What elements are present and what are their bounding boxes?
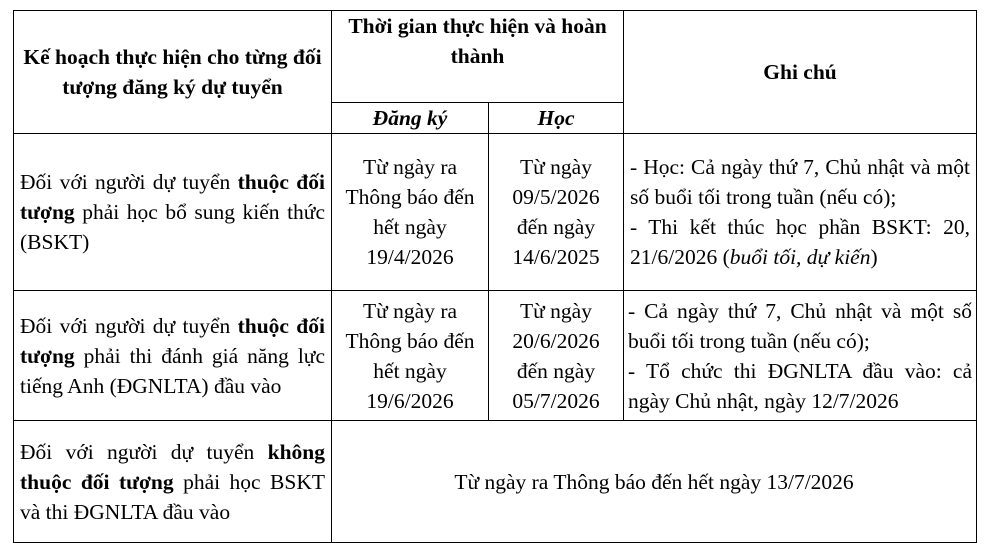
header-plan: Kế hoạch thực hiện cho từng đối tượng đăng ký dự tuyển (14, 11, 332, 134)
row-study-period: Từ ngày 20/6/2026 đến ngày 05/7/2026 (489, 291, 624, 421)
note-italic: buổi tối, dự kiến (729, 245, 871, 269)
note-line: - Tổ chức thi ĐGNLTA đầu vào: cả ngày Chủ nhật, ngày 12/7/2026 (628, 358, 973, 413)
row-study-period: Từ ngày 09/5/2026 đến ngày 14/6/2025 (489, 134, 624, 291)
subject-suffix: phải thi đánh giá năng lực tiếng Anh (ĐGNLTA) đầu vào (20, 343, 325, 398)
row-register-period: Từ ngày ra Thông báo đến hết ngày 19/6/2026 (332, 291, 489, 421)
note-line: - Cả ngày thứ 7, Chủ nhật và một số buổi tối trong tuần (nếu có); (628, 298, 973, 353)
note-end: ) (870, 245, 878, 269)
subject-prefix: Đối với người dự tuyển (20, 170, 238, 194)
subject-bold: thuộc đối tượng (20, 170, 325, 224)
schedule-table (13, 10, 977, 543)
row-subject (14, 134, 332, 291)
subject-bold: thuộc đối tượng (20, 313, 325, 368)
header-study: Học (489, 103, 624, 134)
header-note: Ghi chú (624, 11, 977, 134)
table-row (14, 421, 977, 543)
subject-suffix: phải học BSKT và thi ĐGNLTA đầu vào (20, 469, 325, 524)
subject-prefix: Đối với người dự tuyển (20, 439, 268, 464)
note-line: - Học: Cả ngày thứ 7, Chủ nhật và một số buổi tối trong tuần (nếu có); (630, 155, 971, 209)
header-register: Đăng ký (332, 103, 489, 134)
note-line: - Thi kết thúc học phần BSKT: 20, 21/6/2026 ( (630, 215, 971, 269)
row-notes (624, 134, 977, 291)
row-merged-period: Từ ngày ra Thông báo đến hết ngày 13/7/2026 (332, 421, 977, 543)
row-subject (14, 291, 332, 421)
subject-prefix: Đối với người dự tuyển (20, 313, 238, 338)
table-row (14, 291, 977, 421)
row-register-period: Từ ngày ra Thông báo đến hết ngày 19/4/2026 (332, 134, 489, 291)
table-row (14, 134, 977, 291)
row-notes (624, 291, 977, 421)
row-subject (14, 421, 332, 543)
subject-suffix: phải học bổ sung kiến thức (BSKT) (20, 200, 325, 254)
subject-bold: không thuộc đối tượng (20, 439, 325, 494)
header-time: Thời gian thực hiện và hoàn thành (332, 11, 624, 103)
